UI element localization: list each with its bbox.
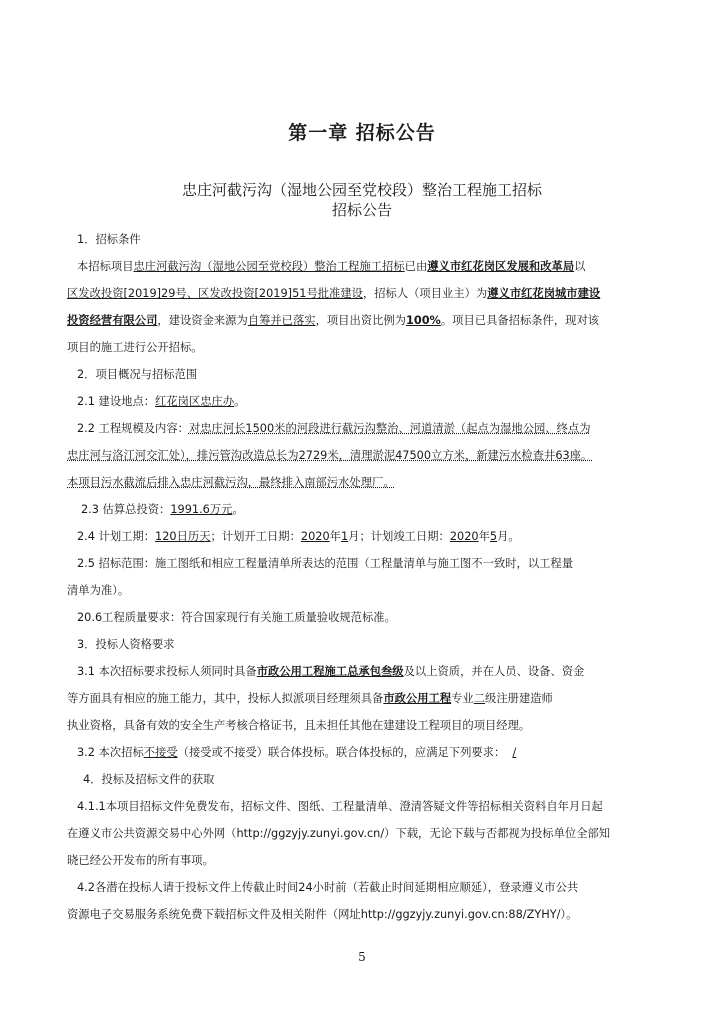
notice-title-line1: 忠庄河截污沟（湿地公园至党校段）整治工程施工招标	[181, 181, 542, 199]
item-4-1-line2: 在遵义市公共资源交易中心外网（http://ggzyjy.zunyi.gov.cn/）下载，无论下载与否都视为投标单位全部知	[67, 827, 611, 840]
text-run: ，建设资金来源为	[157, 314, 248, 327]
approval-authority: 遵义市红花岗区发展和改革局	[427, 260, 575, 273]
section1-para-line4: 项目的施工进行公开招标。	[67, 341, 203, 354]
text-run: 3.1 本次招标要求投标人须同时具备	[77, 665, 257, 678]
chapter-title: 第一章 招标公告	[288, 122, 436, 144]
item-2-3	[67, 496, 659, 523]
duration: 120日历天	[155, 530, 211, 543]
construction-site: 红花岗区忠庄办	[155, 395, 235, 408]
tenderer-name-part1: 遵义市红花岗城市建设	[487, 287, 601, 300]
text-run: ；计划开工日期：	[210, 530, 301, 543]
text-run: （接受或不接受）联合体投标。联合体投标的，应满足下列要求：	[177, 746, 506, 759]
section1-para-line1	[67, 253, 659, 280]
item-3-1-line3: 执业资格，具备有效的安全生产考核合格证书，且未担任其他在建建设工程项目的项目经理。	[67, 719, 531, 732]
text-run: 3.2 本次招标	[77, 746, 144, 759]
document-body	[67, 226, 659, 928]
item-3-1-line2	[67, 685, 659, 712]
notice-title-line2: 招标公告	[331, 201, 392, 219]
text-run: 本招标项目	[77, 260, 134, 273]
qualification-requirement: 市政公用工程施工总承包叁级	[256, 665, 404, 678]
start-year: 2020	[300, 530, 330, 543]
item-4-2-line2: 资源电子交易服务系统免费下载招标文件及相关附件（网址http://ggzyjy.zunyi.gov.cn:88/ZYHY/）。	[67, 908, 578, 921]
text-run: 专业	[451, 692, 474, 705]
section1-heading: 1．招标条件	[77, 233, 141, 246]
item-2-5-line2: 清单为准）。	[67, 584, 130, 597]
item-2-1	[67, 388, 659, 415]
section1-para-line2	[67, 280, 659, 307]
section4-heading: 4．投标及招标文件的获取	[83, 773, 215, 786]
text-run: ，招标人（项目业主）为	[362, 287, 488, 300]
item-2-6: 20.6工程质量要求：符合国家现行有关施工质量验收规范标准。	[77, 611, 396, 624]
item-2-5-line1: 2.5 招标范围：施工图纸和相应工程量清单所表达的范围（工程量清单与施工图不一致时，以工程量	[77, 557, 574, 570]
text-run: 年	[329, 530, 341, 543]
text-run: 年	[478, 530, 490, 543]
section2-heading: 2．项目概况与招标范围	[77, 368, 198, 381]
tenderer-name-part2: 投资经营有限公司	[67, 314, 158, 327]
text-run: 级注册建造师	[485, 692, 553, 705]
page-number: 5	[358, 950, 366, 964]
project-name: 忠庄河截污沟（湿地公园至党校段）整治工程施工招标	[133, 260, 405, 273]
item-3-2	[67, 739, 659, 766]
text-run: 。项目已具备招标条件，现对该	[440, 314, 600, 327]
text-run: 2.2 工程规模及内容：	[77, 422, 189, 435]
item-4-2-line1: 4.2各潜在投标人请于投标文件上传截止时间24小时前（若截止时间延期相应顺延），登录遵义市公共	[77, 881, 579, 894]
manager-specialty: 市政公用工程	[383, 692, 452, 705]
item-2-2-line3	[67, 469, 659, 496]
start-month: 1	[340, 530, 349, 543]
text-run: 及以上资质，并在人员、设备、资金	[403, 665, 585, 678]
scope-text: 对忠庄河长1500米的河段进行截污沟整治、河道清淤（起点为湿地公园、终点为	[188, 422, 591, 435]
section3-heading: 3．投标人资格要求	[77, 638, 175, 651]
consortium-requirement: /	[512, 746, 517, 759]
text-run: ，项目出资比例为	[315, 314, 406, 327]
item-3-1-line1	[67, 658, 659, 685]
end-month: 5	[489, 530, 498, 543]
text-run: 以	[574, 260, 586, 273]
text-run: 2.3 估算总投资：	[81, 503, 171, 516]
text-run: 。	[234, 395, 246, 408]
item-2-4	[67, 523, 659, 550]
funding-ratio: 100%	[405, 314, 441, 327]
item-4-1-line3: 晓已经公开发布的所有事项。	[67, 854, 214, 867]
text-run: 2.1 建设地点：	[77, 395, 156, 408]
scope-text: 本项目污水截流后排入忠庄河截污沟，最终排入南部污水处理厂。	[67, 476, 395, 489]
text-run: 已由	[404, 260, 428, 273]
consortium-option: 不接受	[143, 746, 178, 759]
scope-text: 忠庄河与洛江河交汇处），排污管沟改造总长为2729米，清理淤泥47500立方米，新建污水检查井63座。	[67, 449, 593, 462]
estimated-investment: 1991.6万元	[170, 503, 233, 516]
section1-para-line3	[67, 307, 659, 334]
funding-source: 自筹并已落实	[247, 314, 316, 327]
text-run: 月。	[497, 530, 520, 543]
item-2-2-line2	[67, 442, 659, 469]
item-4-1-line1: 4.1.1本项目招标文件免费发布，招标文件、图纸、工程量清单、澄清答疑文件等招标相关资料自年月日起	[77, 800, 603, 813]
item-2-2-line1	[67, 415, 659, 442]
text-run: 等方面具有相应的施工能力，其中，投标人拟派项目经理须具备	[67, 692, 384, 705]
text-run: 。	[232, 503, 244, 516]
text-run: 月；计划竣工日期：	[348, 530, 450, 543]
manager-grade: 二	[473, 692, 486, 705]
end-year: 2020	[449, 530, 479, 543]
text-run: 2.4 计划工期：	[77, 530, 156, 543]
approval-document: 区发改投资[2019]29号、区发改投资[2019]51号批准建设	[67, 287, 363, 300]
